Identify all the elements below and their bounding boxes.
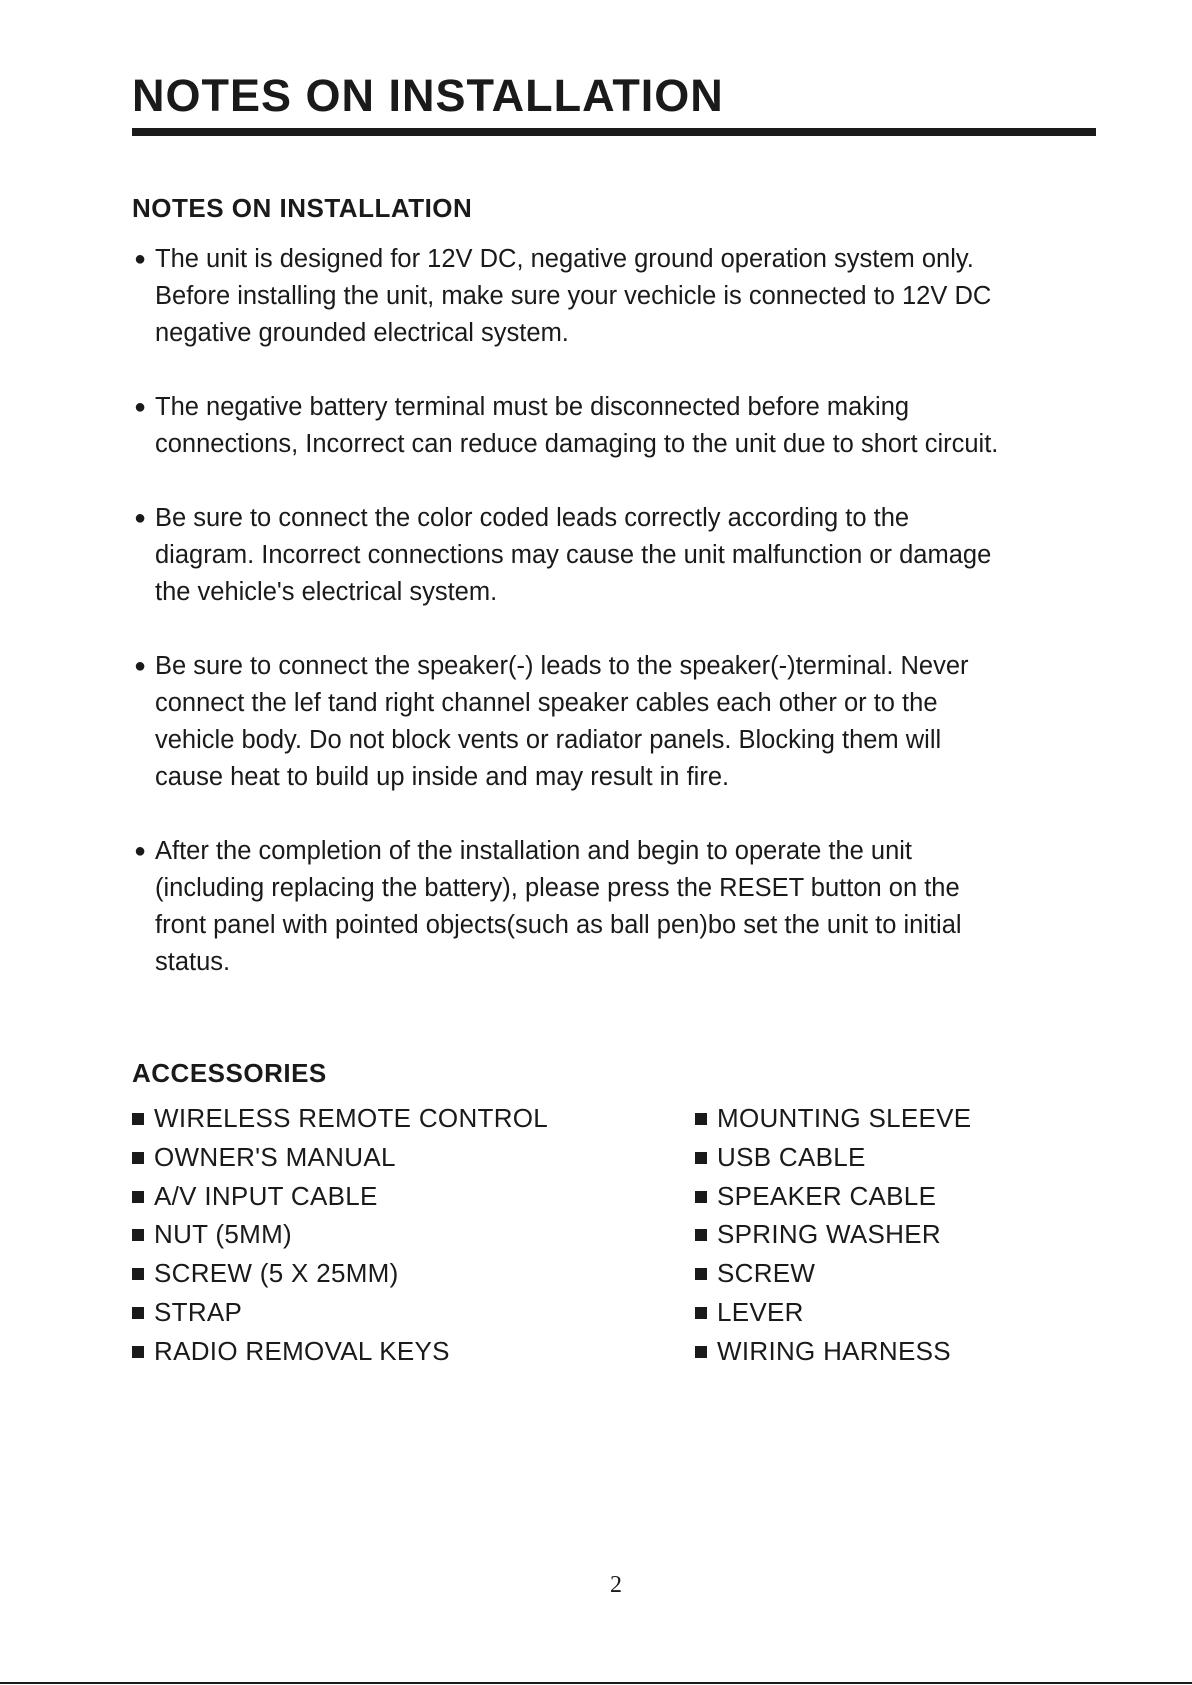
note-line: Before installing the unit, make sure your vechicle is connected to 12V DC — [155, 282, 992, 310]
note-item — [132, 648, 1112, 796]
note-line: Be sure to connect the speaker(-) leads to the speaker(-)terminal. Never — [155, 652, 969, 680]
accessory-item — [132, 1177, 548, 1216]
square-bullet-icon — [695, 1268, 707, 1280]
accessories-heading: ACCESSORIES — [132, 1058, 327, 1088]
bullet-icon: ● — [134, 655, 147, 677]
note-line: The unit is designed for 12V DC, negative ground operation system only. — [155, 245, 974, 273]
installation-notes-list — [132, 241, 1112, 1018]
square-bullet-icon — [695, 1229, 707, 1241]
note-line: the vehicle's electrical system. — [155, 578, 498, 606]
page-title: NOTES ON INSTALLATION — [132, 70, 724, 121]
square-bullet-icon — [132, 1113, 144, 1125]
bullet-icon: ● — [134, 396, 147, 418]
square-bullet-icon — [132, 1191, 144, 1203]
accessory-label: NUT (5MM) — [154, 1219, 292, 1250]
bottom-rule — [0, 1682, 1192, 1684]
accessory-item — [695, 1332, 971, 1371]
note-line: front panel with pointed objects(such as ball pen)bo set the unit to initial — [155, 911, 962, 939]
square-bullet-icon — [695, 1113, 707, 1125]
note-item — [132, 833, 1112, 981]
accessory-item — [695, 1215, 971, 1254]
square-bullet-icon — [132, 1152, 144, 1164]
accessory-label: RADIO REMOVAL KEYS — [154, 1335, 450, 1366]
accessory-item — [695, 1177, 971, 1216]
note-line: diagram. Incorrect connections may cause the unit malfunction or damage — [155, 541, 992, 569]
accessory-item — [132, 1215, 548, 1254]
accessory-item — [132, 1293, 548, 1332]
accessory-item — [132, 1254, 548, 1293]
note-line: connections, Incorrect can reduce damaging to the unit due to short circuit. — [155, 430, 999, 458]
accessory-item — [132, 1138, 548, 1177]
accessory-label: SPRING WASHER — [717, 1219, 941, 1250]
square-bullet-icon — [132, 1229, 144, 1241]
page-number: 2 — [610, 1572, 622, 1598]
accessory-label: SCREW (5 X 25MM) — [154, 1258, 399, 1289]
square-bullet-icon — [132, 1307, 144, 1319]
accessory-item — [695, 1293, 971, 1332]
note-line: The negative battery terminal must be disconnected before making — [155, 393, 910, 421]
note-line: vehicle body. Do not block vents or radiator panels. Blocking them will — [155, 726, 942, 754]
accessory-label: LEVER — [717, 1296, 804, 1327]
square-bullet-icon — [132, 1346, 144, 1358]
square-bullet-icon — [695, 1191, 707, 1203]
accessory-item — [695, 1254, 971, 1293]
title-rule — [132, 128, 1096, 136]
square-bullet-icon — [132, 1268, 144, 1280]
accessory-label: OWNER'S MANUAL — [154, 1141, 396, 1172]
bullet-icon: ● — [134, 248, 147, 270]
accessory-item — [132, 1332, 548, 1371]
note-line: cause heat to build up inside and may result in fire. — [155, 763, 730, 791]
note-line: status. — [155, 948, 231, 976]
note-line: After the completion of the installation and begin to operate the unit — [155, 837, 913, 865]
bullet-icon: ● — [134, 507, 147, 529]
note-line: connect the lef tand right channel speaker cables each other or to the — [155, 689, 938, 717]
note-item — [132, 500, 1112, 611]
bullet-icon: ● — [134, 840, 147, 862]
accessory-item — [695, 1138, 971, 1177]
accessory-label: WIRING HARNESS — [717, 1335, 951, 1366]
note-item — [132, 389, 1112, 463]
accessory-label: A/V INPUT CABLE — [154, 1180, 378, 1211]
accessory-label: SPEAKER CABLE — [717, 1180, 937, 1211]
accessories-right-column — [695, 1099, 971, 1371]
accessories-left-column — [132, 1099, 548, 1371]
installation-heading: NOTES ON INSTALLATION — [132, 193, 473, 223]
note-line: negative grounded electrical system. — [155, 319, 569, 347]
accessory-item — [695, 1099, 971, 1138]
square-bullet-icon — [695, 1152, 707, 1164]
accessory-label: STRAP — [154, 1296, 243, 1327]
note-line: Be sure to connect the color coded leads correctly according to the — [155, 504, 910, 532]
note-item — [132, 241, 1112, 352]
square-bullet-icon — [695, 1346, 707, 1358]
note-line: (including replacing the battery), please press the RESET button on the — [155, 874, 960, 902]
accessory-label: WIRELESS REMOTE CONTROL — [154, 1103, 549, 1133]
accessory-label: SCREW — [717, 1258, 816, 1289]
accessory-label: MOUNTING SLEEVE — [717, 1103, 972, 1133]
accessory-item — [132, 1099, 548, 1138]
square-bullet-icon — [695, 1307, 707, 1319]
accessory-label: USB CABLE — [717, 1141, 866, 1172]
